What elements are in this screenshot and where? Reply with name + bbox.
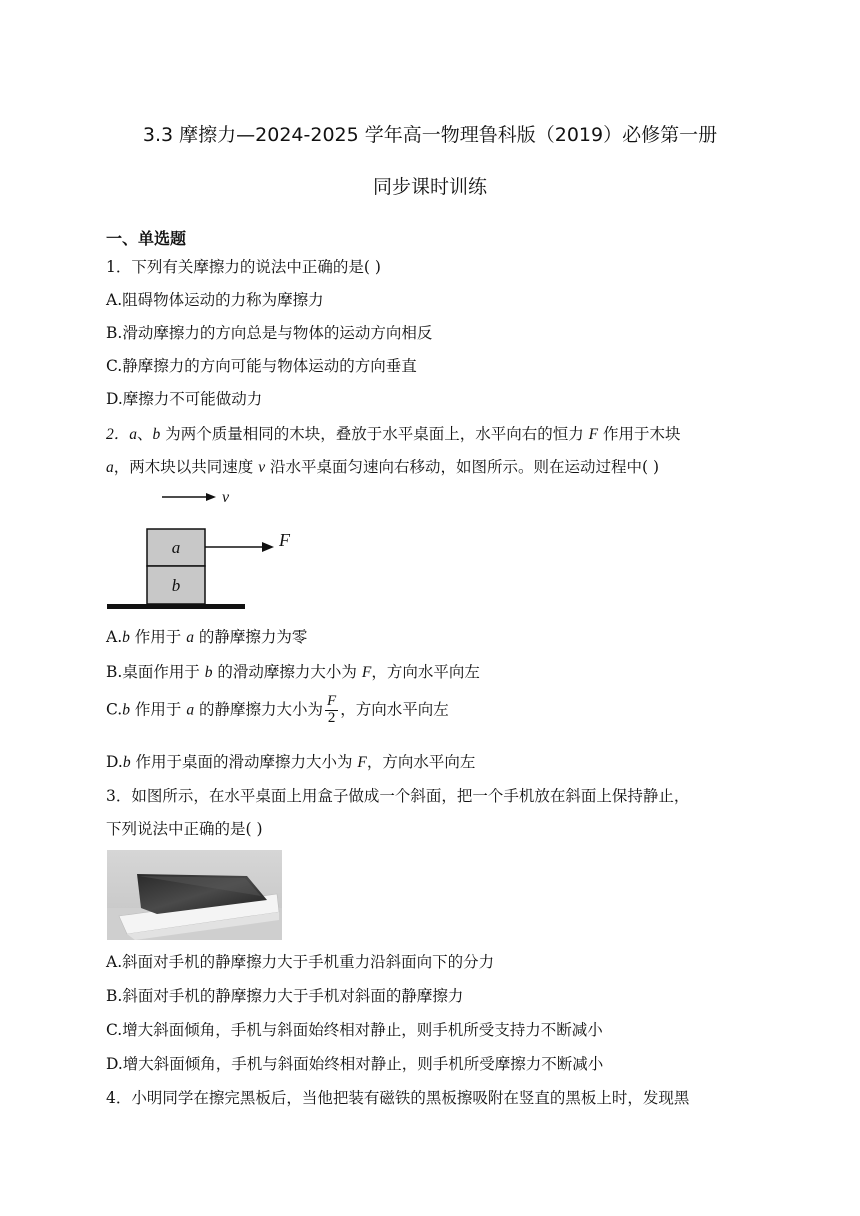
q2-stem-text: 作用于木块 xyxy=(598,425,681,443)
velocity-arrowhead xyxy=(206,493,216,501)
var-b: b xyxy=(122,701,130,719)
q2-text: B.桌面作用于 xyxy=(106,663,205,681)
var-a: a xyxy=(186,701,195,719)
q2-stem-line-2 xyxy=(106,455,659,477)
q2-text: ，方向水平向左 xyxy=(371,663,480,681)
var-v: v xyxy=(258,459,266,476)
q2-text: 作用于桌面的滑动摩擦力大小为 xyxy=(130,753,358,771)
var-b: b xyxy=(122,754,131,771)
document-title-line-1: 3.3 摩擦力—2024-2025 学年高一物理鲁科版（2019）必修第一册 xyxy=(142,124,718,146)
q2-text: 的静摩擦力大小为 xyxy=(194,700,324,719)
q2-stem-text: 、 xyxy=(137,425,153,443)
q3-option-a: A.斜面对手机的静摩擦力大于手机重力沿斜面向下的分力 xyxy=(106,953,495,971)
fraction-numerator: F xyxy=(327,693,337,709)
var-b: b xyxy=(122,629,130,646)
var-F: F xyxy=(588,426,599,443)
q2-stem-text: 为两个质量相同的木块，叠放于水平桌面上，水平向右的恒力 xyxy=(160,425,589,443)
q3-stem-line-1: 3．如图所示，在水平桌面上用盒子做成一个斜面，把一个手机放在斜面上保持静止， xyxy=(106,787,690,805)
fraction-denominator: 2 xyxy=(327,709,336,726)
q2-stem-text: 沿水平桌面匀速向右移动，如图所示。则在运动过程中( ) xyxy=(265,458,660,476)
force-arrowhead xyxy=(262,542,274,552)
q2-stem-num: 2． xyxy=(106,426,130,443)
force-label: F xyxy=(279,530,290,550)
q3-option-c: C.增大斜面倾角，手机与斜面始终相对静止，则手机所受支持力不断减小 xyxy=(106,1021,603,1039)
q2-text: ，方向水平向左 xyxy=(340,700,449,719)
var-a: a xyxy=(129,426,138,443)
var-F: F xyxy=(357,754,367,771)
q2-stem-line-1 xyxy=(106,422,681,444)
q2-text: 作用于 xyxy=(129,700,187,719)
q1-option-a: A.阻碍物体运动的力称为摩擦力 xyxy=(106,291,324,309)
var-b: b xyxy=(152,426,161,443)
q1-stem: 1．下列有关摩擦力的说法中正确的是( ) xyxy=(106,258,381,276)
velocity-label: v xyxy=(222,489,230,506)
section-heading: 一、单选题 xyxy=(106,229,187,248)
document-title-line-2: 同步课时训练 xyxy=(372,176,487,198)
q3-option-b: B.斜面对手机的静摩擦力大于手机对斜面的静摩擦力 xyxy=(106,987,464,1005)
q2-text: 的静摩擦力为零 xyxy=(193,628,308,646)
q3-option-d: D.增大斜面倾角，手机与斜面始终相对静止，则手机所受摩擦力不断减小 xyxy=(106,1055,604,1073)
q2-text: A. xyxy=(106,628,123,646)
var-a: a xyxy=(186,629,194,646)
q2-text: 作用于 xyxy=(129,628,187,646)
q1-option-c: C.静摩擦力的方向可能与物体运动的方向垂直 xyxy=(106,357,417,375)
fraction-F-over-2 xyxy=(325,694,338,727)
q2-text: C. xyxy=(106,700,123,719)
q3-phone-incline-photo xyxy=(107,850,282,940)
var-F: F xyxy=(361,664,372,681)
q1-option-d: D.摩擦力不可能做动力 xyxy=(106,390,263,408)
var-a: a xyxy=(106,459,114,476)
q2-option-c xyxy=(106,694,449,727)
q2-blocks-figure xyxy=(104,484,304,616)
q1-option-b: B.滑动摩擦力的方向总是与物体的运动方向相反 xyxy=(106,324,433,342)
q4-stem-line-1: 4．小明同学在擦完黑板后，当他把装有磁铁的黑板擦吸附在竖直的黑板上时，发现黑 xyxy=(106,1089,690,1107)
q2-option-a xyxy=(106,625,307,647)
q2-stem-text: ，两木块以共同速度 xyxy=(113,458,259,476)
block-b-label: b xyxy=(171,576,181,595)
var-b: b xyxy=(204,664,213,681)
block-a-label: a xyxy=(171,538,181,557)
q2-option-d xyxy=(106,750,475,772)
q2-text: ，方向水平向左 xyxy=(366,753,476,771)
q3-stem-line-2: 下列说法中正确的是( ) xyxy=(106,820,263,838)
q2-text: D. xyxy=(106,753,123,771)
q2-option-b xyxy=(106,660,480,682)
q2-text: 的滑动摩擦力大小为 xyxy=(212,663,362,681)
table-surface xyxy=(107,604,245,609)
